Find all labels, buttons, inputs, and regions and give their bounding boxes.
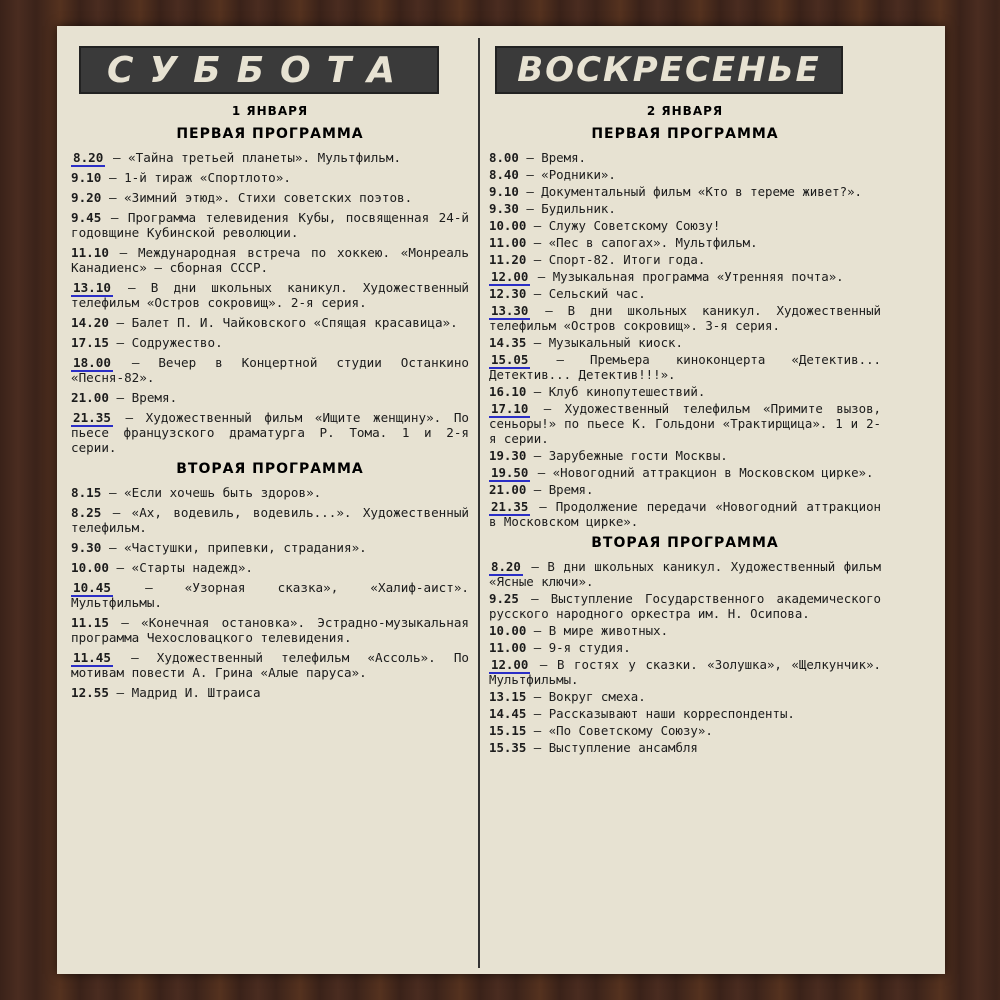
entry-description: — Выступление ансамбля — [533, 740, 698, 755]
entry-time: 11.00 — [489, 235, 527, 250]
schedule-entry — [489, 167, 881, 182]
entry-description: — В дни школьных каникул. Художественный фильм «Ясные ключи». — [489, 559, 881, 589]
sunday-date: 2 ЯНВАРЯ — [646, 104, 724, 118]
entry-time: 18.00 — [73, 355, 111, 370]
sunday-header: ВОСКРЕСЕНЬЕ — [495, 46, 843, 94]
schedule-entry — [71, 355, 469, 385]
entry-description: — «Узорная сказка», «Халиф-аист». Мультфильмы. — [71, 580, 469, 610]
saturday-column — [71, 26, 469, 974]
entry-time: 9.30 — [71, 540, 102, 555]
entry-description: — Спорт-82. Итоги года. — [533, 252, 706, 267]
schedule-entry — [489, 150, 881, 165]
saturday-program2-title: ВТОРАЯ ПРОГРАММА — [176, 461, 364, 477]
schedule-entry — [489, 559, 881, 589]
entry-time: 10.00 — [71, 560, 109, 575]
schedule-entry — [489, 657, 881, 687]
sunday-column — [489, 26, 881, 974]
entry-time: 15.15 — [489, 723, 527, 738]
entry-time: 8.00 — [489, 150, 519, 165]
saturday-date: 1 ЯНВАРЯ — [231, 104, 309, 118]
schedule-entry — [71, 685, 469, 700]
schedule-entry — [71, 150, 469, 165]
schedule-entry — [489, 640, 881, 655]
schedule-entry — [71, 560, 469, 575]
schedule-entry — [489, 218, 881, 233]
entry-description: — «Если хочешь быть здоров». — [108, 485, 322, 500]
entry-description: — Время. — [533, 482, 594, 497]
entry-time: 8.20 — [73, 150, 104, 165]
entry-description: — «Ах, водевиль, водевиль...». Художественный телефильм. — [71, 505, 469, 535]
entry-description: — Музыкальная программа «Утренняя почта». — [537, 269, 844, 284]
newspaper-clipping — [57, 26, 945, 974]
entry-description: — Время. — [116, 390, 178, 405]
schedule-entry — [489, 352, 881, 382]
entry-time: 12.55 — [71, 685, 109, 700]
entry-description: — Служу Советскому Союзу! — [533, 218, 721, 233]
entry-description: — «Зимний этюд». Стихи советских поэтов. — [108, 190, 413, 205]
entry-time: 9.30 — [489, 201, 519, 216]
entry-description: — Документальный фильм «Кто в тереме живет?». — [526, 184, 863, 199]
entry-time: 8.20 — [491, 559, 521, 574]
entry-time: 13.15 — [489, 689, 527, 704]
entry-time: 12.30 — [489, 286, 527, 301]
entry-description: — Художественный телефильм «Ассоль». По мотивам повести А. Грина «Алые паруса». — [71, 650, 469, 680]
schedule-entry — [71, 280, 469, 310]
entry-time: 9.10 — [71, 170, 102, 185]
schedule-entry — [489, 591, 881, 621]
schedule-entry — [489, 689, 881, 704]
schedule-entry — [489, 201, 881, 216]
entry-time: 9.25 — [489, 591, 519, 606]
entry-description: — В гостях у сказки. «Золушка», «Щелкунчик». Мультфильмы. — [489, 657, 881, 687]
entry-time: 11.15 — [71, 615, 109, 630]
entry-time: 17.10 — [491, 401, 529, 416]
schedule-entry — [489, 706, 881, 721]
entry-time: 9.45 — [71, 210, 102, 225]
schedule-entry — [489, 269, 881, 284]
schedule-entry — [71, 580, 469, 610]
entry-description: — В дни школьных каникул. Художественный телефильм «Остров сокровищ». 2-я серия. — [71, 280, 469, 310]
entry-time: 8.40 — [489, 167, 519, 182]
entry-description: — 1-й тираж «Спортлото». — [108, 170, 291, 185]
schedule-entry — [489, 448, 881, 463]
entry-description: — «Пес в сапогах». Мультфильм. — [533, 235, 758, 250]
entry-description: — «Конечная остановка». Эстрадно-музыкальная программа Чехословацкого телевидения. — [71, 615, 469, 645]
schedule-entry — [489, 465, 881, 480]
schedule-entry — [489, 623, 881, 638]
entry-time: 21.35 — [73, 410, 111, 425]
schedule-entry — [71, 485, 469, 500]
entry-time: 9.20 — [71, 190, 102, 205]
entry-time: 21.00 — [71, 390, 109, 405]
entry-description: — 9-я студия. — [533, 640, 631, 655]
entry-description: — «Новогодний аттракцион в Московском цирке». — [537, 465, 874, 480]
sunday-program2-title: ВТОРАЯ ПРОГРАММА — [591, 535, 779, 551]
schedule-entry — [71, 505, 469, 535]
entry-time: 19.30 — [489, 448, 527, 463]
sunday-program2-list — [489, 559, 881, 755]
entry-time: 10.00 — [489, 623, 527, 638]
entry-description: — Музыкальный киоск. — [533, 335, 683, 350]
entry-description: — Время. — [526, 150, 586, 165]
entry-time: 13.10 — [73, 280, 111, 295]
entry-time: 11.20 — [489, 252, 527, 267]
entry-description: — Выступление Государственного академического русского народного оркестра им. Н. Осипова. — [489, 591, 881, 621]
entry-time: 10.45 — [73, 580, 111, 595]
entry-time: 11.10 — [71, 245, 109, 260]
schedule-entry — [71, 390, 469, 405]
entry-time: 11.00 — [489, 640, 527, 655]
schedule-entry — [71, 170, 469, 185]
sunday-program1-title: ПЕРВАЯ ПРОГРАММА — [591, 126, 779, 142]
schedule-entry — [489, 335, 881, 350]
entry-description: — «Родники». — [526, 167, 616, 182]
saturday-program2-list — [71, 485, 469, 700]
entry-description: — Содружество. — [116, 335, 223, 350]
entry-description: — Будильник. — [526, 201, 616, 216]
entry-time: 15.05 — [491, 352, 529, 367]
schedule-entry — [489, 401, 881, 446]
schedule-entry — [489, 252, 881, 267]
schedule-entry — [489, 384, 881, 399]
schedule-entry — [71, 190, 469, 205]
schedule-entry — [71, 615, 469, 645]
entry-description: — Клуб кинопутешествий. — [533, 384, 706, 399]
schedule-entry — [71, 410, 469, 455]
schedule-entry — [71, 335, 469, 350]
entry-description: — Программа телевидения Кубы, посвященная 24-й годовщине Кубинской революции. — [71, 210, 469, 240]
saturday-program1-list — [71, 150, 469, 455]
entry-time: 19.50 — [491, 465, 529, 480]
schedule-entry — [71, 245, 469, 275]
entry-description: — В дни школьных каникул. Художественный телефильм «Остров сокровищ». 3-я серия. — [489, 303, 881, 333]
schedule-entry — [489, 286, 881, 301]
entry-time: 11.45 — [73, 650, 111, 665]
entry-time: 14.35 — [489, 335, 527, 350]
sunday-program1-list — [489, 150, 881, 529]
entry-description: — Зарубежные гости Москвы. — [533, 448, 728, 463]
entry-time: 12.00 — [491, 269, 529, 284]
saturday-header: СУББОТА — [79, 46, 439, 94]
entry-description: — Художественный телефильм «Примите вызов, сеньоры!» по пьесе К. Гольдони «Трактирщица». 1 и 2-я серии. — [489, 401, 881, 446]
schedule-entry — [489, 482, 881, 497]
entry-time: 16.10 — [489, 384, 527, 399]
schedule-entry — [489, 303, 881, 333]
entry-description: — В мире животных. — [533, 623, 669, 638]
schedule-entry — [489, 723, 881, 738]
entry-time: 17.15 — [71, 335, 109, 350]
entry-time: 15.35 — [489, 740, 527, 755]
schedule-entry — [71, 540, 469, 555]
schedule-entry — [71, 315, 469, 330]
entry-time: 12.00 — [491, 657, 529, 672]
schedule-entry — [489, 740, 881, 755]
entry-description: — Мадрид И. Штраиса — [116, 685, 261, 700]
entry-time: 9.10 — [489, 184, 519, 199]
column-divider — [478, 38, 480, 968]
entry-description: — Премьера киноконцерта «Детектив... Детектив... Детектив!!!». — [489, 352, 881, 382]
saturday-program1-title: ПЕРВАЯ ПРОГРАММА — [176, 126, 364, 142]
entry-description: — «Частушки, припевки, страдания». — [108, 540, 367, 555]
entry-description: — Международная встреча по хоккею. «Монреаль Канадиенс» — сборная СССР. — [71, 245, 469, 275]
entry-time: 14.45 — [489, 706, 527, 721]
entry-time: 14.20 — [71, 315, 109, 330]
schedule-entry — [489, 235, 881, 250]
entry-time: 8.15 — [71, 485, 102, 500]
entry-description: — Художественный фильм «Ищите женщину». По пьесе французского драматурга Р. Тома. 1 и 2-я серии. — [71, 410, 469, 455]
schedule-entry — [489, 499, 881, 529]
entry-time: 10.00 — [489, 218, 527, 233]
schedule-entry — [71, 650, 469, 680]
entry-description: — Вокруг смеха. — [533, 689, 646, 704]
entry-description: — «Тайна третьей планеты». Мультфильм. — [112, 150, 402, 165]
entry-description: — «По Советскому Союзу». — [533, 723, 713, 738]
entry-description: — Сельский час. — [533, 286, 646, 301]
entry-time: 8.25 — [71, 505, 102, 520]
schedule-entry — [489, 184, 881, 199]
entry-description: — Продолжение передачи «Новогодний аттракцион в Московском цирке». — [489, 499, 881, 529]
entry-time: 13.30 — [491, 303, 529, 318]
entry-description: — «Старты надежд». — [116, 560, 253, 575]
entry-description: — Вечер в Концертной студии Останкино «Песня-82». — [71, 355, 469, 385]
entry-description: — Балет П. И. Чайковского «Спящая красавица». — [116, 315, 458, 330]
entry-description: — Рассказывают наши корреспонденты. — [533, 706, 795, 721]
entry-time: 21.00 — [489, 482, 527, 497]
schedule-entry — [71, 210, 469, 240]
entry-time: 21.35 — [491, 499, 529, 514]
